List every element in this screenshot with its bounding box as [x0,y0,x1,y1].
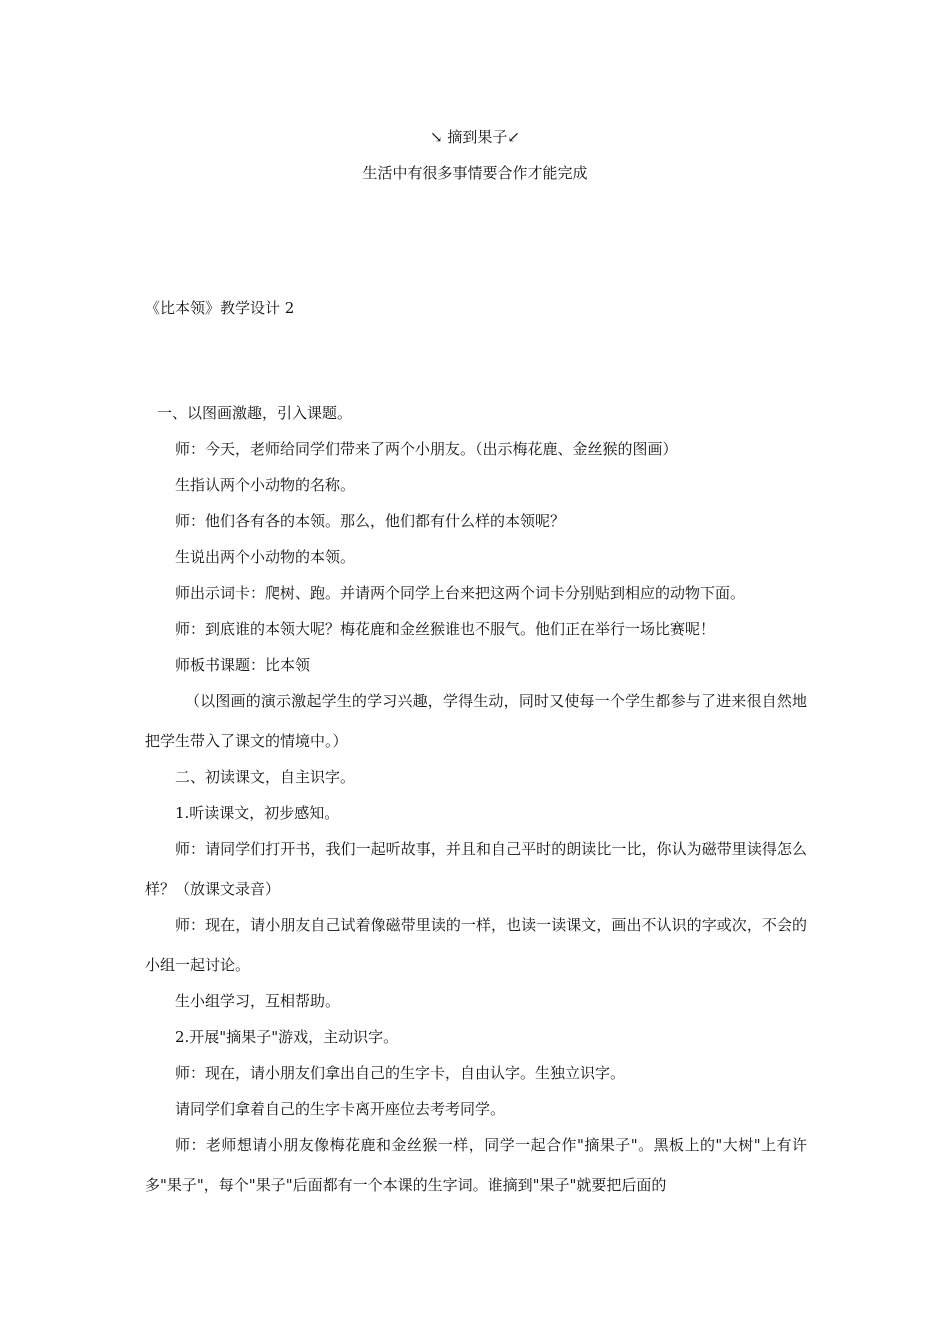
header-subtitle: 生活中有很多事情要合作才能完成 [362,164,588,182]
document-body [145,403,807,1211]
paragraph: 师：今天，老师给同学们带来了两个小朋友。（出示梅花鹿、金丝猴的图画） [175,440,678,458]
paragraph: 师：到底谁的本领大呢？梅花鹿和金丝猴谁也不服气。他们正在举行一场比赛呢！ [175,620,716,638]
paragraph: 请同学们拿着自己的生字卡离开座位去考考同学。 [175,1100,506,1118]
document-title: 《比本领》教学设计 2 [145,299,295,317]
paragraph: 师：他们各有各的本领。那么，他们都有什么样的本领呢？ [175,512,566,530]
section-heading-1: 一、以图画激趣，引入课题。 [157,404,353,422]
paragraph: 师出示词卡：爬树、跑。并请两个同学上台来把这两个词卡分别贴到相应的动物下面。 [175,584,746,602]
paragraph: 生说出两个小动物的本领。 [175,548,356,566]
paragraph: 师：现在，请小朋友们拿出自己的生字卡，自由认字。生独立识字。 [175,1064,626,1082]
paragraph: 师：现在，请小朋友自己试着像磁带里读的一样，也读一读课文，画出不认识的字或次，不会的小组一起讨论。 [145,916,807,974]
paragraph: 2.开展"摘果子"游戏，主动识字。 [175,1028,399,1046]
paragraph: 师：请同学们打开书，我们一起听故事，并且和自己平时的朗读比一比，你认为磁带里读得怎么样？（放课文录音） [145,840,807,898]
teaching-note: （以图画的演示激起学生的学习兴趣，学得生动，同时又使每一个学生都参与了进来很自然地把学生带入了课文的情境中。） [145,692,807,750]
header-slogan: ↘ 摘到果子↙ [430,128,520,146]
paragraph: 师板书课题：比本领 [175,656,311,674]
paragraph: 生小组学习，互相帮助。 [175,992,341,1010]
section-heading-2: 二、初读课文，自主识字。 [175,768,356,786]
paragraph: 生指认两个小动物的名称。 [175,476,356,494]
paragraph: 1.听读课文，初步感知。 [175,804,340,822]
paragraph: 师：老师想请小朋友像梅花鹿和金丝猴一样，同学一起合作"摘果子"。黑板上的"大树"上有许多"果子"，每个"果子"后面都有一个本课的生字词。谁摘到"果子"就要把后面的 [145,1136,807,1194]
